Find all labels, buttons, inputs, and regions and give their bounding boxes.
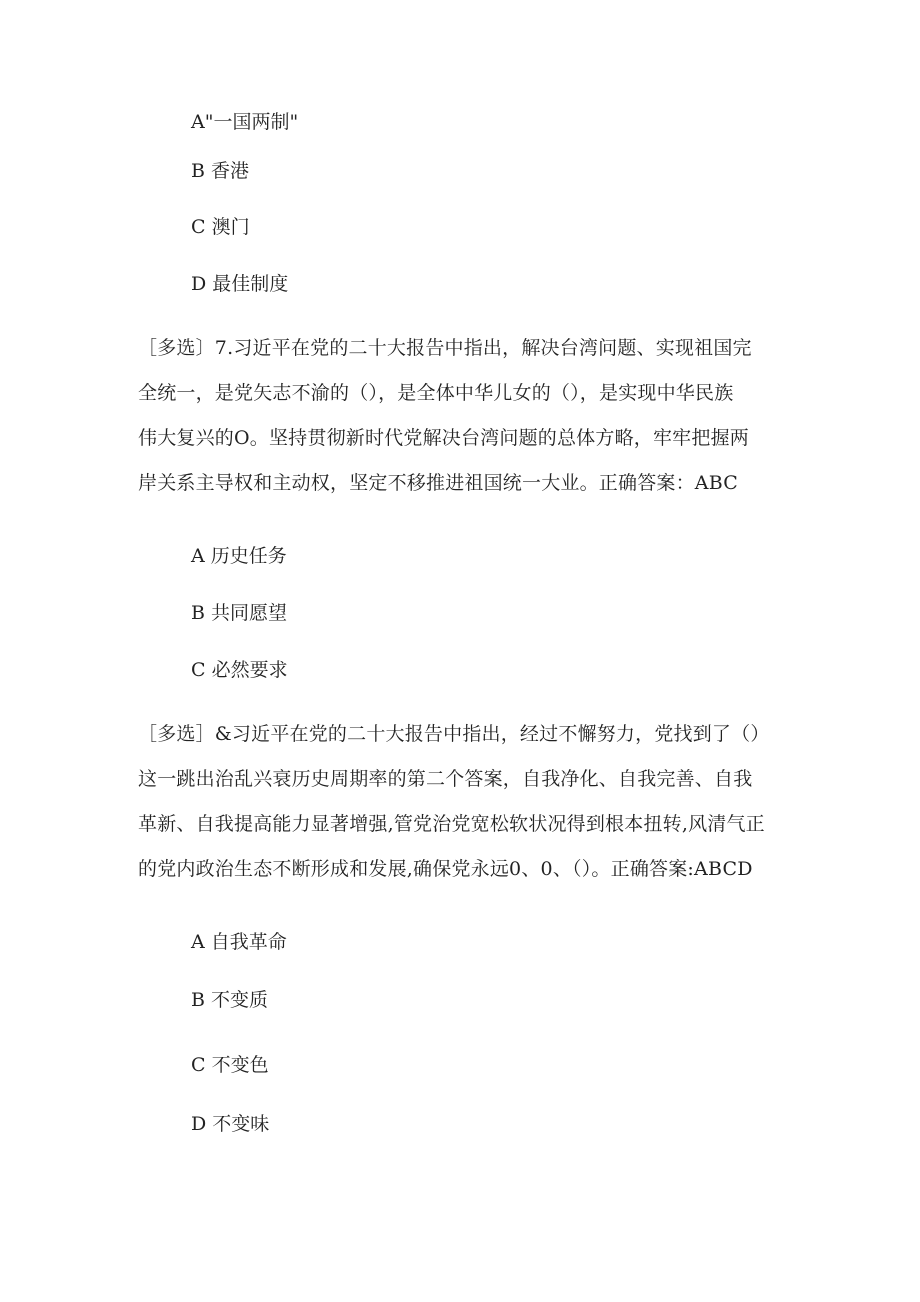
question-8-line-4: 的党内政治生态不断形成和发展,确保党永远0、0、（）。正确答案:ABCD [138, 858, 753, 880]
option-c-macau: C 澳门 [191, 216, 250, 238]
question-7-line-2: 全统一，是党矢志不渝的（），是全体中华儿女的（），是实现中华民族 [138, 382, 734, 404]
question-8-option-c: C 不变色 [191, 1054, 269, 1076]
option-d-best-system: D 最佳制度 [191, 273, 289, 295]
question-8-line-3: 革新、自我提高能力显著增强,管党治党宽松软状况得到根本扭转,风清气正 [138, 813, 765, 835]
option-b-hong-kong: B 香港 [191, 160, 250, 182]
question-7-line-1: ［多选〕7.习近平在党的二十大报告中指出，解决台湾问题、实现祖国完 [138, 337, 752, 359]
question-7-option-a: A 历史任务 [191, 545, 287, 567]
question-7-option-b: B 共同愿望 [191, 602, 288, 624]
question-8-option-a: A 自我革命 [191, 931, 287, 953]
question-8-option-b: B 不变质 [191, 989, 269, 1011]
question-7-text [138, 326, 798, 506]
question-8-option-d: D 不变味 [191, 1113, 270, 1135]
question-8-line-2: 这一跳出治乱兴衰历史周期率的第二个答案，自我净化、自我完善、自我 [138, 768, 753, 790]
question-7-line-3: 伟大复兴的O。坚持贯彻新时代党解决台湾问题的总体方略，牢牢把握两 [138, 427, 749, 449]
question-8-text [138, 712, 798, 892]
question-8-line-1: ［多选］&习近平在党的二十大报告中指出，经过不懈努力，党找到了（） [138, 723, 770, 745]
option-a-one-country-two-systems: A"一国两制" [191, 111, 299, 133]
question-7-line-4: 岸关系主导权和主动权，坚定不移推进祖国统一大业。正确答案：ABC [138, 472, 738, 494]
question-7-option-c: C 必然要求 [191, 659, 288, 681]
